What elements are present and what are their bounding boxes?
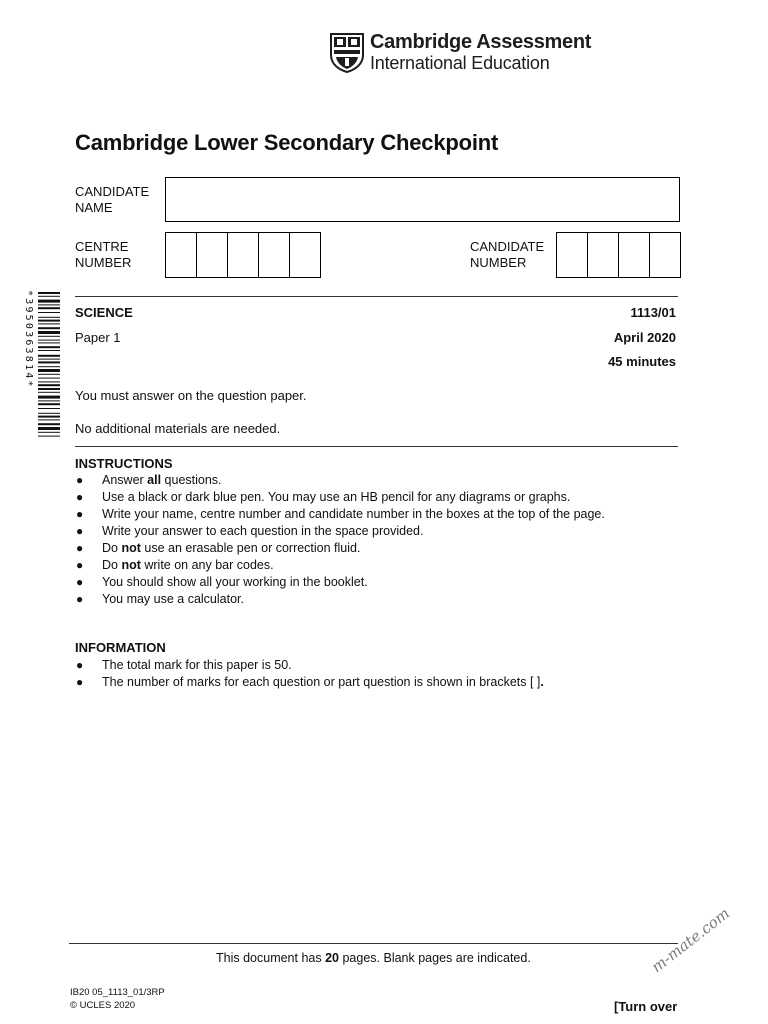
barcode-bar bbox=[38, 361, 60, 363]
barcode-bar bbox=[38, 423, 60, 425]
bullet-icon: ● bbox=[76, 658, 84, 672]
instructions-item bbox=[75, 506, 715, 523]
candidate-number-field[interactable] bbox=[556, 232, 681, 278]
barcode-bar bbox=[38, 392, 60, 393]
barcode-bar bbox=[38, 323, 60, 324]
instructions-item bbox=[75, 574, 715, 591]
barcode-bar bbox=[38, 396, 60, 399]
candidate-number-digit[interactable] bbox=[650, 233, 680, 277]
barcode-bar bbox=[38, 340, 60, 341]
barcode-bar bbox=[38, 300, 60, 303]
barcode-bar bbox=[38, 408, 60, 409]
instructions-item-text: Write your answer to each question in the space provided. bbox=[102, 524, 424, 538]
materials-note: No additional materials are needed. bbox=[75, 421, 281, 436]
bullet-icon: ● bbox=[76, 490, 84, 504]
page-title: Cambridge Lower Secondary Checkpoint bbox=[75, 130, 499, 155]
instructions-item bbox=[75, 540, 715, 557]
cambridge-shield-icon bbox=[330, 33, 364, 73]
barcode-bar bbox=[38, 419, 60, 420]
barcode-bar bbox=[38, 427, 60, 430]
candidate-number-digit[interactable] bbox=[588, 233, 619, 277]
divider bbox=[75, 296, 678, 297]
answer-note: You must answer on the question paper. bbox=[75, 388, 307, 403]
barcode-bar bbox=[38, 432, 60, 433]
instructions-item bbox=[75, 523, 715, 540]
barcode bbox=[22, 290, 62, 438]
instructions-item bbox=[75, 489, 715, 506]
barcode-bar bbox=[38, 416, 60, 418]
instructions-heading: INSTRUCTIONS bbox=[75, 456, 173, 471]
barcode-bar bbox=[38, 378, 60, 379]
bullet-icon: ● bbox=[76, 541, 84, 555]
barcode-number: *3950363814* bbox=[23, 290, 34, 389]
barcode-bar bbox=[38, 350, 60, 351]
instructions-item-text: Do bbox=[102, 558, 122, 572]
barcode-bar bbox=[38, 381, 60, 382]
exam-date: April 2020 bbox=[613, 330, 676, 345]
centre-number-field[interactable] bbox=[165, 232, 321, 278]
instructions-item-text: Use a black or dark blue pen. You may use an HB pencil for any diagrams or graphs. bbox=[102, 490, 571, 504]
instructions-list bbox=[75, 472, 715, 608]
barcode-bar bbox=[38, 359, 60, 360]
barcode-bar bbox=[38, 331, 60, 334]
watermark: m-mate.com bbox=[648, 904, 733, 977]
barcode-bar bbox=[38, 327, 60, 329]
copyright: © UCLES 2020 bbox=[70, 1000, 136, 1011]
instructions-item bbox=[75, 591, 715, 608]
information-item-emphasis: . bbox=[540, 675, 544, 689]
instructions-item-emphasis: not bbox=[121, 541, 141, 555]
exam-duration: 45 minutes bbox=[608, 354, 676, 369]
candidate-name-label-line1: CANDIDATE bbox=[75, 184, 150, 199]
information-item bbox=[75, 657, 715, 674]
divider bbox=[75, 446, 678, 447]
instructions-item-text: You should show all your working in the booklet. bbox=[102, 575, 368, 589]
page-count-prefix: This document has bbox=[216, 951, 326, 965]
instructions-item bbox=[75, 557, 715, 574]
barcode-bar bbox=[38, 403, 60, 405]
brand-line-2: International Education bbox=[370, 53, 550, 73]
barcode-bar bbox=[38, 436, 60, 437]
centre-number-digit[interactable] bbox=[290, 233, 320, 277]
candidate-number-label-line1: CANDIDATE bbox=[470, 239, 545, 254]
barcode-bar bbox=[38, 413, 60, 414]
barcode-bar bbox=[38, 296, 60, 297]
centre-number-label-line1: CENTRE bbox=[75, 239, 129, 254]
bullet-icon: ● bbox=[76, 473, 84, 487]
cambridge-logo bbox=[330, 32, 591, 74]
document-code: IB20 05_1113_01/3RP bbox=[70, 987, 165, 998]
instructions-item-emphasis: all bbox=[147, 473, 162, 487]
centre-number-label bbox=[75, 239, 131, 271]
page-count-note bbox=[216, 951, 531, 965]
bullet-icon: ● bbox=[76, 507, 84, 521]
information-item-text: The total mark for this paper is 50. bbox=[102, 658, 292, 672]
bullet-icon: ● bbox=[76, 592, 84, 606]
barcode-bar bbox=[38, 400, 60, 401]
information-item-text: The number of marks for each question or part question is shown in brackets [ ] bbox=[102, 675, 541, 689]
candidate-name-label bbox=[75, 184, 149, 216]
instructions-item-emphasis: not bbox=[121, 558, 141, 572]
barcode-bar bbox=[38, 292, 60, 294]
barcode-bar bbox=[38, 342, 60, 343]
barcode-bar bbox=[38, 355, 60, 357]
candidate-number-label-line2: NUMBER bbox=[470, 255, 527, 270]
information-item bbox=[75, 674, 715, 691]
barcode-bar bbox=[38, 366, 60, 367]
barcode-bar bbox=[38, 336, 60, 337]
instructions-item-text: You may use a calculator. bbox=[102, 592, 244, 606]
barcode-bar bbox=[38, 317, 60, 318]
candidate-name-field[interactable] bbox=[165, 177, 680, 222]
barcode-bar bbox=[38, 304, 60, 305]
barcode-bar bbox=[38, 320, 60, 322]
information-list bbox=[75, 657, 715, 691]
centre-number-digit[interactable] bbox=[197, 233, 228, 277]
barcode-bar bbox=[38, 369, 60, 372]
instructions-item-text: use an erasable pen or correction fluid. bbox=[140, 541, 361, 555]
page-count: 20 bbox=[325, 951, 339, 965]
barcode-bar bbox=[38, 312, 60, 313]
candidate-number-label bbox=[470, 239, 544, 271]
centre-number-digit[interactable] bbox=[259, 233, 290, 277]
barcode-bar bbox=[38, 384, 60, 386]
paper-code: 1113/01 bbox=[630, 305, 676, 320]
bullet-icon: ● bbox=[76, 558, 84, 572]
candidate-name-label-line2: NAME bbox=[75, 200, 113, 215]
information-heading: INFORMATION bbox=[75, 640, 166, 655]
bullet-icon: ● bbox=[76, 675, 84, 689]
subject: SCIENCE bbox=[75, 305, 133, 320]
barcode-bar bbox=[38, 374, 60, 375]
instructions-item-text: Write your name, centre number and candidate number in the boxes at the top of the page. bbox=[102, 507, 605, 521]
instructions-item-text: write on any bar codes. bbox=[140, 558, 274, 572]
centre-number-digit[interactable] bbox=[228, 233, 259, 277]
barcode-bar bbox=[38, 346, 60, 348]
centre-number-label-line2: NUMBER bbox=[75, 255, 132, 270]
footer-divider bbox=[69, 943, 678, 944]
page-count-suffix: pages. Blank pages are indicated. bbox=[339, 951, 531, 965]
barcode-bars bbox=[38, 292, 60, 437]
bullet-icon: ● bbox=[76, 524, 84, 538]
bullet-icon: ● bbox=[76, 575, 84, 589]
instructions-item-text: Answer bbox=[102, 473, 148, 487]
barcode-bar bbox=[38, 307, 60, 309]
instructions-item-text: questions. bbox=[161, 473, 222, 487]
barcode-bar bbox=[38, 388, 60, 390]
instructions-item bbox=[75, 472, 715, 489]
candidate-number-digit[interactable] bbox=[619, 233, 650, 277]
turn-over: [Turn over bbox=[614, 999, 678, 1014]
instructions-item-text: Do bbox=[102, 541, 122, 555]
centre-number-digit[interactable] bbox=[166, 233, 197, 277]
candidate-number-digit[interactable] bbox=[557, 233, 588, 277]
brand-line-1: Cambridge Assessment bbox=[370, 31, 592, 53]
paper-number: Paper 1 bbox=[75, 330, 121, 345]
